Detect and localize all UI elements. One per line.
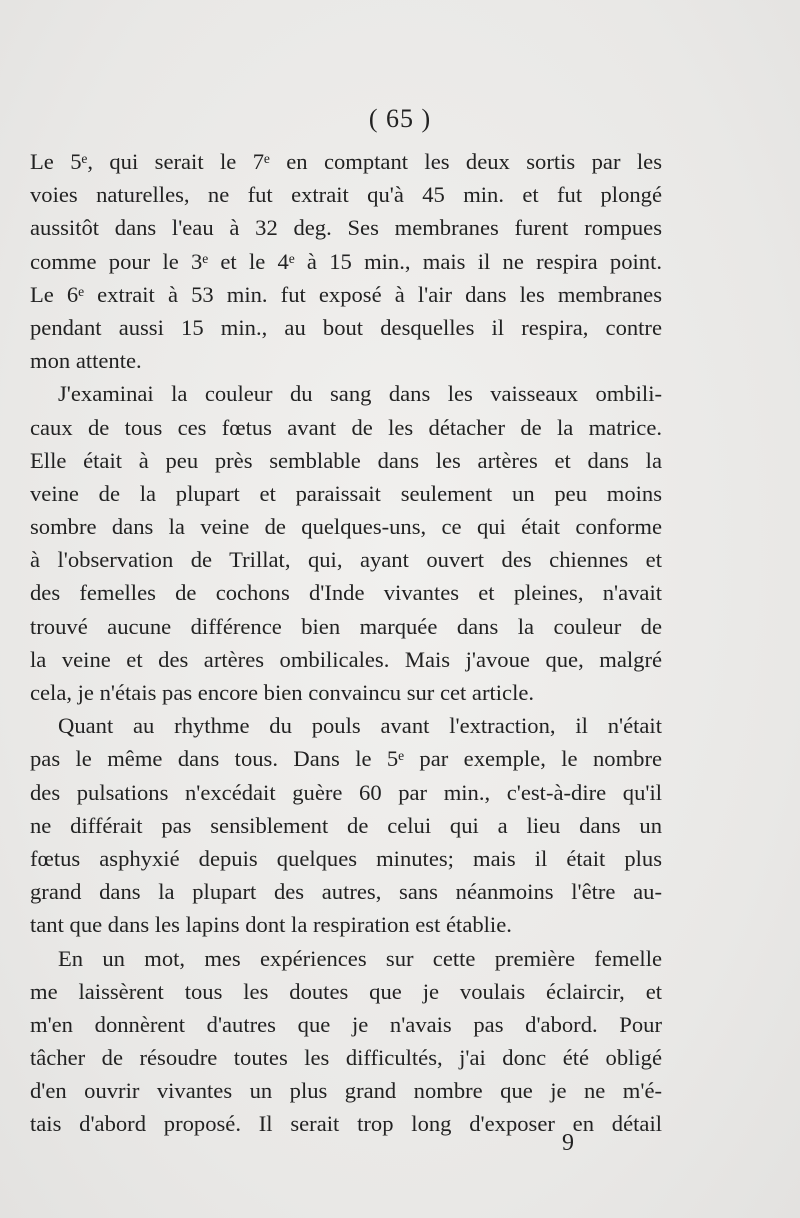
text-line: voies naturelles, ne fut extrait qu'à 45 min. et fut plongé xyxy=(30,182,662,208)
text-line: d'en ouvrir vivantes un plus grand nombre que je ne m'é- xyxy=(30,1078,662,1104)
text-line: comme pour le 3ᵉ et le 4ᵉ à 15 min., mais il ne respira point. xyxy=(30,248,662,274)
text-line: grand dans la plupart des autres, sans néanmoins l'être au- xyxy=(30,879,662,905)
text-line: m'en donnèrent d'autres que je n'avais pas d'abord. Pour xyxy=(30,1011,662,1037)
text-line: des pulsations n'excédait guère 60 par min., c'est-à-dire qu'il xyxy=(30,779,662,805)
text-line: sombre dans la veine de quelques-uns, ce qui était conforme xyxy=(30,514,662,540)
text-line: pendant aussi 15 min., au bout desquelles il respira, contre xyxy=(30,314,662,340)
text-line: Quant au rhythme du pouls avant l'extraction, il n'était xyxy=(58,713,662,739)
text-line: des femelles de cochons d'Inde vivantes et pleines, n'avait xyxy=(30,580,662,606)
text-line: aussitôt dans l'eau à 32 deg. Ses membranes furent rompues xyxy=(30,215,662,241)
page-number-header: ( 65 ) xyxy=(368,104,432,133)
text-line: cela, je n'étais pas encore bien convaincu sur cet article. xyxy=(30,680,535,705)
text-line: caux de tous ces fœtus avant de les détacher de la matrice. xyxy=(30,414,662,440)
text-line: la veine et des artères ombilicales. Mais j'avoue que, malgré xyxy=(30,646,662,672)
text-line: veine de la plupart et paraissait seulement un peu moins xyxy=(30,480,662,506)
text-line: pas le même dans tous. Dans le 5ᵉ par exemple, le nombre xyxy=(30,746,662,772)
text-line: fœtus asphyxié depuis quelques minutes; mais il était plus xyxy=(30,845,662,871)
text-line: En un mot, mes expériences sur cette première femelle xyxy=(58,945,662,971)
text-line: tâcher de résoudre toutes les difficultés, j'ai donc été obligé xyxy=(30,1045,662,1071)
body-text xyxy=(30,145,662,1141)
text-line: me laissèrent tous les doutes que je voulais éclaircir, et xyxy=(30,978,662,1004)
text-line: à l'observation de Trillat, qui, ayant ouvert des chiennes et xyxy=(30,547,662,573)
text-line: mon attente. xyxy=(30,348,142,374)
text-line: tais d'abord proposé. Il serait trop long d'exposer en détail xyxy=(30,1111,662,1137)
text-line: J'examinai la couleur du sang dans les vaisseaux ombili- xyxy=(58,381,662,407)
signature-mark: 9 xyxy=(562,1130,574,1156)
text-line: Le 6ᵉ extrait à 53 min. fut exposé à l'air dans les membranes xyxy=(30,281,662,307)
text-line: tant que dans les lapins dont la respiration est établie. xyxy=(30,912,512,938)
text-line: Elle était à peu près semblable dans les artères et dans la xyxy=(30,447,662,473)
text-line: trouvé aucune différence bien marquée dans la couleur de xyxy=(30,613,662,639)
text-line: ne différait pas sensiblement de celui qui a lieu dans un xyxy=(30,812,662,838)
text-line: Le 5ᵉ, qui serait le 7ᵉ en comptant les deux sortis par les xyxy=(30,149,662,174)
